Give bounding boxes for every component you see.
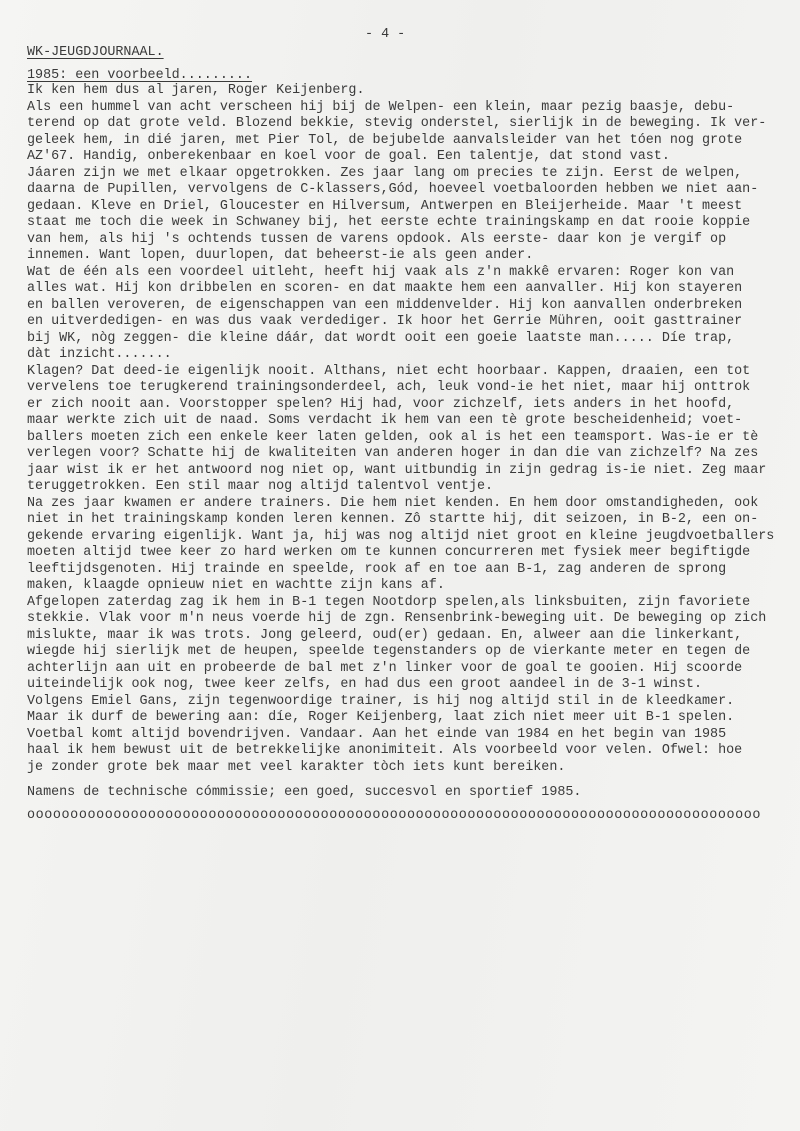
body-line: mislukte, maar ik was trots. Jong geleerd, oud(er) gedaan. En, alweer aan die linkerkant, (27, 627, 743, 643)
body-line: geleek hem, in dié jaren, met Pier Tol, de bejubelde aanvalsleider van het tóen nog grote (27, 132, 743, 148)
body-line: vervelens toe terugkerend trainingsonderdeel, ach, leuk vond-ie het niet, maar hij onttrok (27, 380, 751, 395)
body-line: en uitverdedigen- en was dus vaak verdediger. Ik hoor het Gerrie Mühren, ooit gasttrainer (27, 314, 743, 329)
body-line: leeftijdsgenoten. Hij trainde en speelde, rook af en toe aan B-1, zag anderen de sprong (27, 561, 727, 577)
body-line: stekkie. Vlak voor m'n neus voerde hij de zgn. Rensenbrink-beweging uit. De beweging op zich (27, 611, 767, 626)
body-line: alles wat. Hij kon dribbelen en scoren- en dat maakte hem een aanvaller. Hij kon stayeren (27, 281, 743, 296)
body-line: teruggetrokken. Een stil maar nog altijd talentvol ventje. (27, 479, 494, 494)
body-line: gekende ervaring eigenlijk. Want ja, hij was nog altijd niet groot en kleine jeugdvoetballers (27, 528, 775, 544)
section-title: WK-JEUGDJOURNAAL. (27, 45, 164, 60)
article-body (27, 83, 792, 776)
page-number: - 4 - (365, 27, 406, 42)
separator-line: ooooooooooooooooooooooooooooooooooooooooooooooooooooooooooooooooooooooooooooooooooooo (27, 808, 762, 823)
body-line: wiegde hij sierlijk met de heupen, speelde tegenstanders op de vierkante meter en tegen de (27, 644, 751, 659)
body-line: bij WK, nòg zeggen- die kleine dáár, dat wordt ooit een goeie laatste man..... Díe trap, (27, 330, 735, 346)
body-line: achterlijn aan uit en probeerde de bal met z'n linker voor de goal te gooien. Hij scoorde (27, 660, 743, 676)
body-line: Maar ik durf de bewering aan: díe, Roger Keijenberg, laat zich niet meer uit B-1 spelen. (27, 710, 735, 725)
body-line: je zonder grote bek maar met veel karakter tòch iets kunt bereiken. (27, 759, 566, 775)
body-line: Klagen? Dat deed-ie eigenlijk nooit. Althans, niet echt hoorbaar. Kappen, draaien, een tot (27, 363, 751, 379)
body-line: daarna de Pupillen, vervolgens de C-klassers,Gód, hoeveel voetbaloorden hebben we niet aan- (27, 182, 759, 197)
body-line: Ik ken hem dus al jaren, Roger Keijenberg. (27, 83, 365, 98)
body-line: maken, klaagde opnieuw niet en wachtte zijn kans af. (27, 578, 445, 593)
body-line: Wat de één als een voordeel uitleht, heeft hij vaak als z'n makkê ervaren: Roger kon van (27, 264, 735, 280)
closing-line: Namens de technische cómmissie; een goed, succesvol en sportief 1985. (27, 785, 582, 800)
body-line: ballers moeten zich een enkele keer laten gelden, ook al is het een teamsport. Was-ie er tè (27, 429, 759, 445)
body-line: gedaan. Kleve en Driel, Gloucester en Hilversum, Antwerpen en Bleijerheide. Maar 't meest (27, 198, 743, 214)
body-line: van hem, als hij 's ochtends tussen de varens opdook. Als eerste- daar kon je vergif op (27, 231, 727, 247)
body-line: staat me toch die week in Schwaney bij, het eerste echte trainingskamp en dat rooie koppie (27, 215, 751, 230)
body-line: moeten altijd twee keer zo hard werken om te kunnen concurreren met fysiek meer begiftigde (27, 545, 751, 560)
body-line: er zich nooit aan. Voorstopper spelen? Hij had, voor zichzelf, iets anders in het hoofd, (27, 396, 735, 412)
body-line: jaar wist ik er het antwoord nog niet op, want uitbundig in zijn gedrag is-ie niet. Zeg maar (27, 462, 767, 478)
body-line: AZ'67. Handig, onberekenbaar en koel voor de goal. Een talentje, dat stond vast. (27, 149, 670, 164)
body-line: innemen. Want lopen, duurlopen, dat beheerst-ie als geen ander. (27, 248, 534, 263)
article-title: 1985: een voorbeeld......... (27, 68, 252, 83)
body-line: Voetbal komt altijd bovendrijven. Vandaar. Aan het einde van 1984 en het begin van 1985 (27, 726, 727, 742)
body-line: dàt inzicht....... (27, 347, 172, 362)
body-line: verlegen voor? Schatte hij de kwaliteiten van anderen hoger in dan die van zichzelf? Na zes (27, 446, 759, 461)
body-line: maar werkte zich uit de naad. Soms verdacht ik hem van een tè grote bescheidenheid; voet- (27, 413, 743, 428)
body-line: terend op dat grote veld. Blozend bekkie, stevig onderstel, sierlijk in de beweging. Ik ver- (27, 116, 767, 131)
body-line: en ballen veroveren, de eigenschappen van een middenvelder. Hij kon aanvallen onderbreken (27, 297, 743, 313)
body-line: Volgens Emiel Gans, zijn tegenwoordige trainer, is hij nog altijd stil in de kleedkamer. (27, 693, 735, 709)
body-line: Als een hummel van acht verscheen hij bij de Welpen- een klein, maar pezig baasje, debu- (27, 99, 735, 115)
body-line: uiteindelijk ook nog, twee keer zelfs, en had dus een groot aandeel in de 3-1 winst. (27, 677, 702, 692)
body-line: niet in het trainingskamp konden leren kennen. Zô startte hij, dit seizoen, in B-2, een on- (27, 512, 759, 527)
body-line: Afgelopen zaterdag zag ik hem in B-1 tegen Nootdorp spelen,als linksbuiten, zijn favoriete (27, 594, 751, 610)
body-line: Jáaren zijn we met elkaar opgetrokken. Zes jaar lang om precies te zijn. Eerst de welpen, (27, 165, 743, 181)
body-line: haal ik hem bewust uit de betrekkelijke anonimiteit. Als voorbeeld voor velen. Ofwel: hoe (27, 743, 743, 758)
body-line: Na zes jaar kwamen er andere trainers. Die hem niet kenden. En hem door omstandigheden, ook (27, 495, 759, 511)
